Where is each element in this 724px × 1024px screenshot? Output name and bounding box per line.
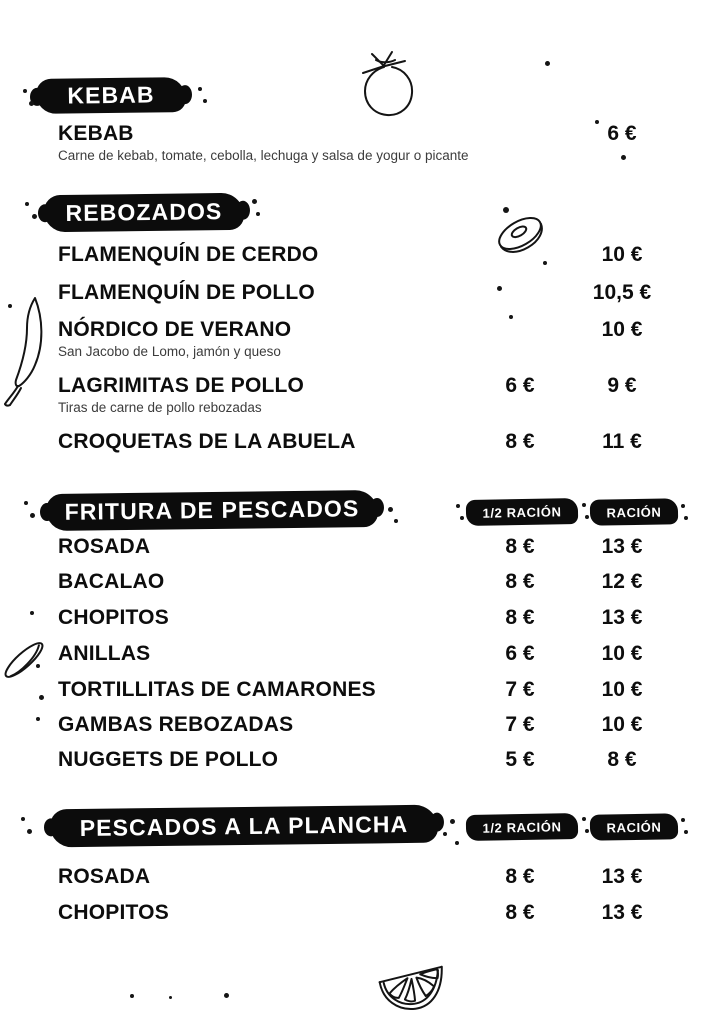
item-name: ANILLAS	[58, 642, 151, 665]
decor-dot	[27, 829, 32, 834]
item-price-racion: 13 €	[601, 901, 643, 924]
decor-dot	[198, 87, 202, 91]
menu-item-row	[0, 374, 724, 415]
decor-dot	[256, 212, 260, 216]
menu-item-row	[0, 318, 724, 359]
item-name: NÓRDICO DE VERANO	[58, 318, 292, 341]
item-price-racion: 6 €	[607, 122, 637, 145]
item-name: TORTILLITAS DE CAMARONES	[58, 678, 376, 701]
decor-dot	[681, 818, 685, 822]
decor-dot	[684, 516, 688, 520]
chili-illustration	[2, 292, 50, 412]
item-price-half-racion: 8 €	[505, 606, 535, 629]
item-price-half-racion: 7 €	[505, 678, 535, 701]
decor-dot	[203, 99, 207, 103]
decor-dot	[455, 841, 459, 845]
menu-item-row	[0, 678, 724, 708]
decor-dot	[684, 830, 688, 834]
decor-dot	[169, 996, 172, 999]
item-name: LAGRIMITAS DE POLLO	[58, 374, 305, 397]
menu-item-row	[0, 430, 724, 460]
decor-dot	[25, 202, 29, 206]
decor-dot	[8, 304, 12, 308]
item-name: CHOPITOS	[58, 901, 169, 924]
decor-dot	[497, 286, 502, 291]
item-name: CHOPITOS	[58, 606, 169, 629]
menu-item-row	[0, 748, 724, 778]
item-price-racion: 13 €	[601, 535, 643, 558]
item-price-half-racion: 6 €	[505, 642, 535, 665]
pod-illustration	[0, 630, 48, 690]
decor-dot	[36, 664, 40, 668]
decor-dot	[252, 199, 257, 204]
item-price-racion: 11 €	[602, 430, 642, 453]
item-price-racion: 10 €	[601, 678, 643, 701]
item-price-racion: 13 €	[601, 606, 643, 629]
item-description: Carne de kebab, tomate, cebolla, lechuga y salsa de yogur o picante	[58, 148, 469, 163]
section-header-fritura-de-pescados	[46, 490, 378, 531]
item-price-racion: 10,5 €	[592, 281, 652, 304]
menu-item-row	[0, 642, 724, 672]
item-name: BACALAO	[58, 570, 165, 593]
decor-dot	[443, 832, 447, 836]
olive-ring-illustration	[494, 210, 550, 264]
menu-item-row	[0, 713, 724, 743]
column-header-label: 1/2 RACIÓN	[482, 503, 562, 521]
item-name: CROQUETAS DE LA ABUELA	[58, 430, 356, 453]
decor-dot	[582, 817, 586, 821]
decor-dot	[36, 717, 40, 721]
decor-dot	[450, 819, 455, 824]
section-title: PESCADOS A LA PLANCHA	[79, 810, 409, 841]
item-name: KEBAB	[58, 122, 134, 145]
item-price-half-racion: 8 €	[505, 430, 535, 453]
decor-dot	[595, 120, 599, 124]
decor-dot	[388, 507, 393, 512]
section-title: FRITURA DE PESCADOS	[64, 495, 360, 525]
item-name: FLAMENQUÍN DE CERDO	[58, 243, 319, 266]
item-price-half-racion: 7 €	[505, 713, 535, 736]
column-header-label: RACIÓN	[606, 819, 662, 835]
item-price-racion: 9 €	[607, 374, 637, 397]
decor-dot	[456, 504, 460, 508]
decor-dot	[585, 829, 589, 833]
item-price-racion: 10 €	[601, 713, 643, 736]
column-header-racion	[590, 498, 678, 526]
decor-dot	[224, 993, 229, 998]
item-price-half-racion: 8 €	[505, 570, 535, 593]
item-name: ROSADA	[58, 535, 151, 558]
decor-dot	[30, 513, 35, 518]
item-name: FLAMENQUÍN DE POLLO	[58, 281, 315, 304]
decor-dot	[130, 994, 134, 998]
menu-item-row	[0, 570, 724, 600]
menu-item-row	[0, 281, 724, 311]
item-name: ROSADA	[58, 865, 151, 888]
item-price-racion: 10 €	[601, 642, 643, 665]
item-price-half-racion: 6 €	[505, 374, 535, 397]
menu-item-row	[0, 535, 724, 565]
tomato-illustration	[356, 50, 420, 120]
column-header-racion	[590, 813, 678, 841]
column-header-half-racion	[466, 813, 578, 841]
item-price-racion: 10 €	[601, 318, 643, 341]
item-price-half-racion: 5 €	[505, 748, 535, 771]
decor-dot	[681, 504, 685, 508]
menu-item-row	[0, 865, 724, 895]
decor-dot	[39, 695, 44, 700]
item-price-racion: 13 €	[601, 865, 643, 888]
item-price-racion: 8 €	[607, 748, 637, 771]
column-header-half-racion	[466, 498, 578, 526]
menu-item-row	[0, 606, 724, 636]
decor-dot	[509, 315, 513, 319]
decor-dot	[503, 207, 509, 213]
column-header-label: 1/2 RACIÓN	[482, 818, 562, 836]
decor-dot	[29, 101, 34, 106]
decor-dot	[21, 817, 25, 821]
decor-dot	[30, 611, 34, 615]
menu-item-row	[0, 122, 724, 163]
item-name: GAMBAS REBOZADAS	[58, 713, 294, 736]
menu-item-row	[0, 901, 724, 931]
menu-item-row	[0, 243, 724, 273]
decor-dot	[543, 261, 547, 265]
item-price-half-racion: 8 €	[505, 901, 535, 924]
decor-dot	[32, 214, 37, 219]
section-header-pescados-a-la-plancha	[50, 805, 438, 848]
decor-dot	[24, 501, 28, 505]
decor-dot	[585, 515, 589, 519]
section-title: REBOZADOS	[65, 198, 223, 226]
item-price-racion: 10 €	[601, 243, 643, 266]
item-price-half-racion: 8 €	[505, 865, 535, 888]
item-price-half-racion: 8 €	[505, 535, 535, 558]
column-header-label: RACIÓN	[606, 504, 662, 520]
decor-dot	[394, 519, 398, 523]
item-description: San Jacobo de Lomo, jamón y queso	[58, 344, 281, 359]
item-name: NUGGETS DE POLLO	[58, 748, 279, 771]
lemon-slice-illustration	[372, 956, 450, 1018]
decor-dot	[582, 503, 586, 507]
decor-dot	[621, 155, 626, 160]
section-header-kebab	[36, 77, 186, 114]
item-description: Tiras de carne de pollo rebozadas	[58, 400, 262, 415]
section-header-rebozados	[44, 193, 244, 232]
section-title: KEBAB	[67, 81, 155, 109]
decor-dot	[23, 89, 27, 93]
decor-dot	[460, 516, 464, 520]
item-price-racion: 12 €	[601, 570, 643, 593]
decor-dot	[545, 61, 550, 66]
